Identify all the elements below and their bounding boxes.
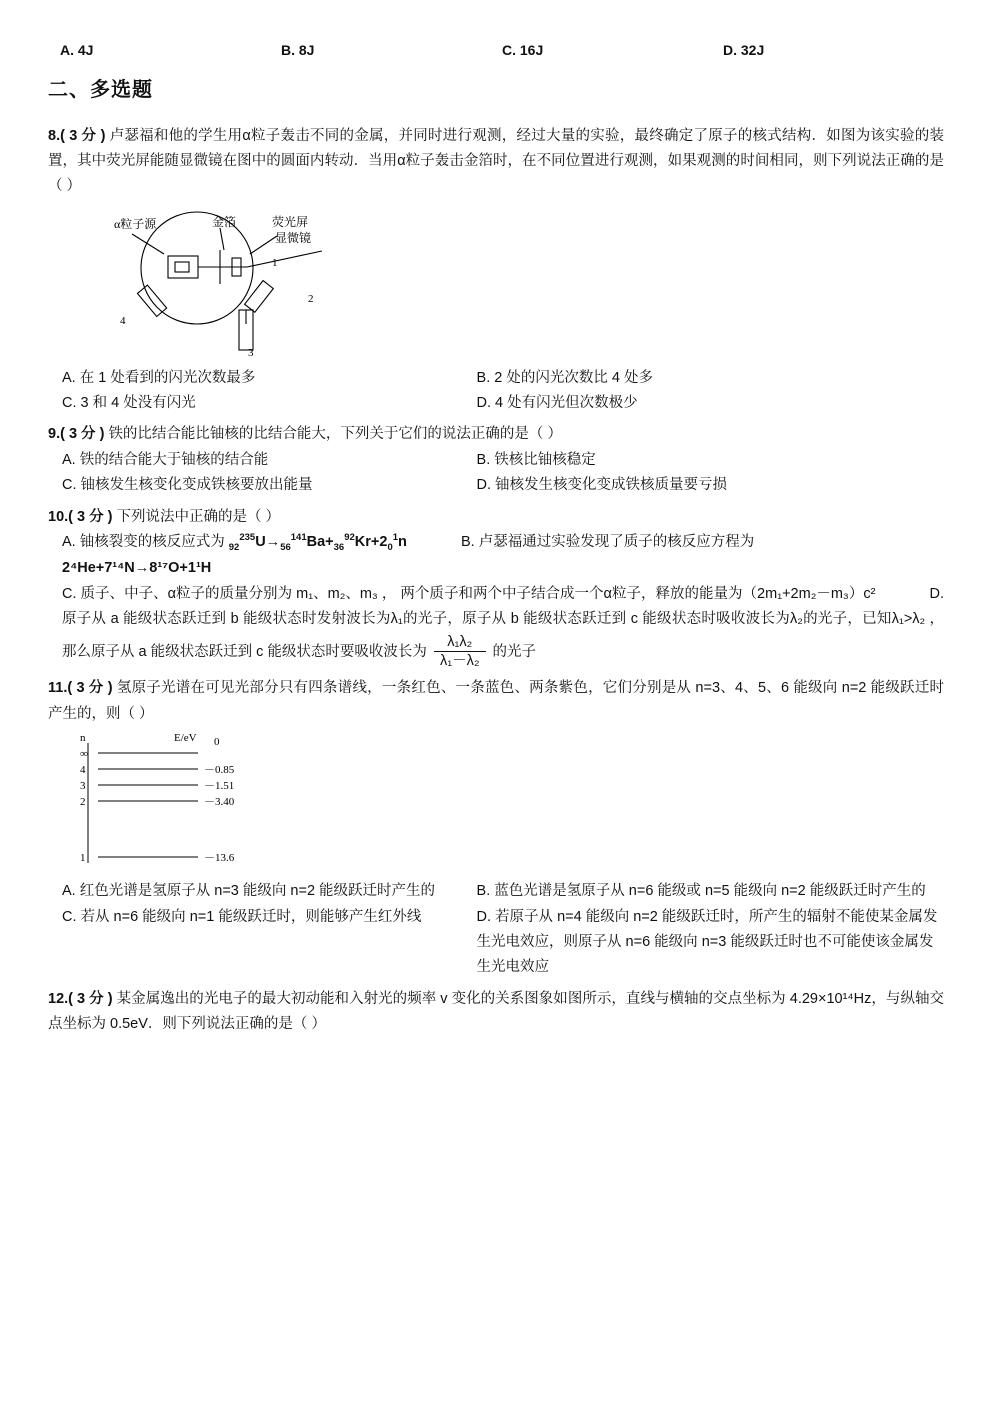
figure-label-screen: 荧光屏	[272, 214, 309, 229]
question-12-stem	[48, 987, 944, 1038]
figure-energy-2: －3.40	[204, 796, 235, 809]
option-b: B. 8J	[281, 42, 315, 58]
question-8-choice-b: B. 2 处的闪光次数比 4 处多	[476, 369, 653, 386]
option-a: A. 4J	[60, 42, 94, 58]
figure-axis-e: E/eV	[174, 733, 197, 745]
figure-level-1: 1	[80, 852, 86, 865]
question-9-stem	[48, 422, 944, 447]
question-12-score: ( 3 分 )	[68, 990, 113, 1007]
question-8-text: 卢瑟福和他的学生用α粒子轰击不同的金属，并同时进行观测，经过大量的实验，最终确定了原子的核式结构．如图为该实验的装置，其中荧光屏能随显微镜在图中的圆面内转动．当用α粒子轰击金箔时，在不同位置进行观测，如果观测的时间相同，则下列说法正确的是（ ）	[48, 127, 944, 195]
question-12-number: 12.	[48, 990, 69, 1007]
question-11-figure	[78, 733, 944, 873]
question-8-choices-row-2	[62, 391, 944, 416]
question-11-choice-b: B. 蓝色光谱是氢原子从 n=6 能级或 n=5 能级向 n=2 能级跃迁时产生的	[476, 883, 926, 900]
question-8	[48, 124, 944, 417]
question-11-choice-d: D. 若原子从 n=4 能级向 n=2 能级跃迁时，所产生的辐射不能使某金属发生光电效应，则原子从 n=6 能级向 n=3 能级跃迁时也不可能使该金属发生光电效应	[476, 908, 938, 976]
figure-level-4: 4	[80, 764, 86, 777]
question-11-choice-c: C. 若从 n=6 能级向 n=1 能级跃迁时，则能够产生红外线	[62, 908, 422, 925]
question-10-choice-d-text: D. 原子从 a 能级状态跃迁到 b 能级状态时发射波长为λ₁的光子，原子从 b 能级状态跃迁到 c 能级状态时吸收波长为λ₂的光子，已知λ₁>λ₂ ， 那么原子从 a 能级状态跃迁到 c 能级状态时要吸收波长为	[62, 585, 945, 660]
question-10-choice-ab	[62, 530, 944, 557]
question-10-choice-a-prefix: A. 铀核裂变的核反应式为	[62, 533, 225, 550]
question-9-choices-row-2	[62, 473, 944, 498]
previous-question-options	[48, 38, 944, 63]
figure-energy-1: －13.6	[204, 852, 235, 865]
question-9-choice-d: D. 铀核发生核变化变成铁核质量要亏损	[476, 477, 728, 494]
question-10-stem	[48, 505, 944, 530]
question-11-choice-a: A. 红色光谱是氢原子从 n=3 能级向 n=2 能级跃迁时产生的	[62, 883, 436, 900]
figure-n-inf: ∞	[80, 748, 88, 761]
figure-level-2: 2	[80, 796, 86, 809]
question-9-score: ( 3 分 )	[60, 426, 105, 443]
question-9-choice-a: A. 铁的结合能大于铀核的结合能	[62, 451, 269, 468]
question-9	[48, 422, 944, 498]
question-12-text: 某金属逸出的光电子的最大初动能和入射光的频率 v 变化的关系图象如图所示，直线与横轴的交点坐标为 4.29×10¹⁴Hz，与纵轴交点坐标为 0.5eV．则下列说法正确的是（ ）	[48, 990, 944, 1033]
question-10-score: ( 3 分 )	[68, 508, 113, 525]
section-heading: 二、多选题	[48, 78, 153, 101]
fraction-denominator: λ₁－λ₂	[439, 652, 480, 669]
question-11	[48, 676, 944, 980]
question-10-choice-a-equation: $_{92}^{235}U\to_{56}^{141}Ba+_{36}^{92}Kr+2_0^1n$	[228, 532, 407, 553]
option-d: D. 32J	[723, 42, 765, 58]
question-8-choice-d: D. 4 处有闪光但次数极少	[476, 395, 638, 411]
question-9-choice-b: B. 铁核比铀核稳定	[476, 451, 596, 468]
question-10	[48, 505, 944, 671]
option-c: C. 16J	[502, 42, 544, 58]
question-10-text: 下列说法中正确的是（ ）	[116, 508, 281, 525]
fraction-numerator: λ₁λ₂	[434, 633, 486, 652]
question-11-stem	[48, 676, 944, 727]
question-11-choices-row-1	[62, 879, 944, 904]
question-8-figure	[72, 206, 944, 356]
question-10-choice-d-fraction	[434, 633, 486, 671]
figure-label-foil: 金箔	[212, 214, 237, 229]
figure-e-inf: 0	[214, 736, 220, 749]
figure-label-microscope: 显微镜	[275, 230, 312, 245]
question-11-choices-row-2	[62, 905, 944, 981]
question-9-text: 铁的比结合能比铀核的比结合能大，下列关于它们的说法正确的是（ ）	[108, 426, 562, 443]
question-9-choices-row-1	[62, 448, 944, 473]
question-10-choice-b-equation: 2⁴He+7¹⁴N→8¹⁷O+1¹H	[62, 560, 212, 577]
question-11-score: ( 3 分 )	[67, 680, 113, 697]
question-10-choice-c-text: C. 质子、中子、α粒子的质量分别为 m₁、m₂、m₃ ， 两个质子和两个中子结合成一个α粒子，释放的能量为（2m₁+2m₂－m₃）c²	[62, 585, 876, 602]
question-10-choice-d-tail: 的光子	[492, 643, 537, 660]
question-12	[48, 987, 944, 1038]
question-8-stem	[48, 124, 944, 200]
question-10-number: 10.	[48, 508, 69, 525]
question-11-number: 11.	[48, 680, 68, 697]
figure-label-2: 2	[308, 292, 314, 305]
question-11-text: 氢原子光谱在可见光部分只有四条谱线，一条红色、一条蓝色、两条紫色，它们分别是从 n=3、4、5、6 能级向 n=2 能级跃迁时产生的，则（ ）	[48, 680, 945, 722]
figure-energy-4: －0.85	[204, 764, 235, 777]
figure-label-source: α粒子源	[114, 216, 157, 231]
figure-level-3: 3	[80, 780, 86, 793]
figure-axis-n: n	[80, 733, 86, 745]
question-8-choices-row-1	[62, 366, 944, 391]
figure-label-4: 4	[120, 314, 126, 327]
question-8-choice-a: A. 在 1 处看到的闪光次数最多	[62, 369, 256, 386]
question-9-number: 9.	[48, 426, 61, 443]
question-10-choice-b-equation-line	[62, 556, 944, 581]
figure-label-1: 1	[272, 256, 278, 269]
question-10-choice-c	[62, 582, 944, 671]
figure-energy-3: －1.51	[204, 780, 235, 793]
question-8-number: 8.	[48, 127, 61, 144]
question-9-choice-c: C. 铀核发生核变化变成铁核要放出能量	[62, 477, 313, 494]
question-8-score: ( 3 分 )	[60, 127, 106, 144]
question-8-choice-c: C. 3 和 4 处没有闪光	[62, 395, 196, 411]
question-10-choice-b-prefix: B. 卢瑟福通过实验发现了质子的核反应方程为	[460, 533, 755, 550]
figure-label-3: 3	[248, 346, 254, 356]
